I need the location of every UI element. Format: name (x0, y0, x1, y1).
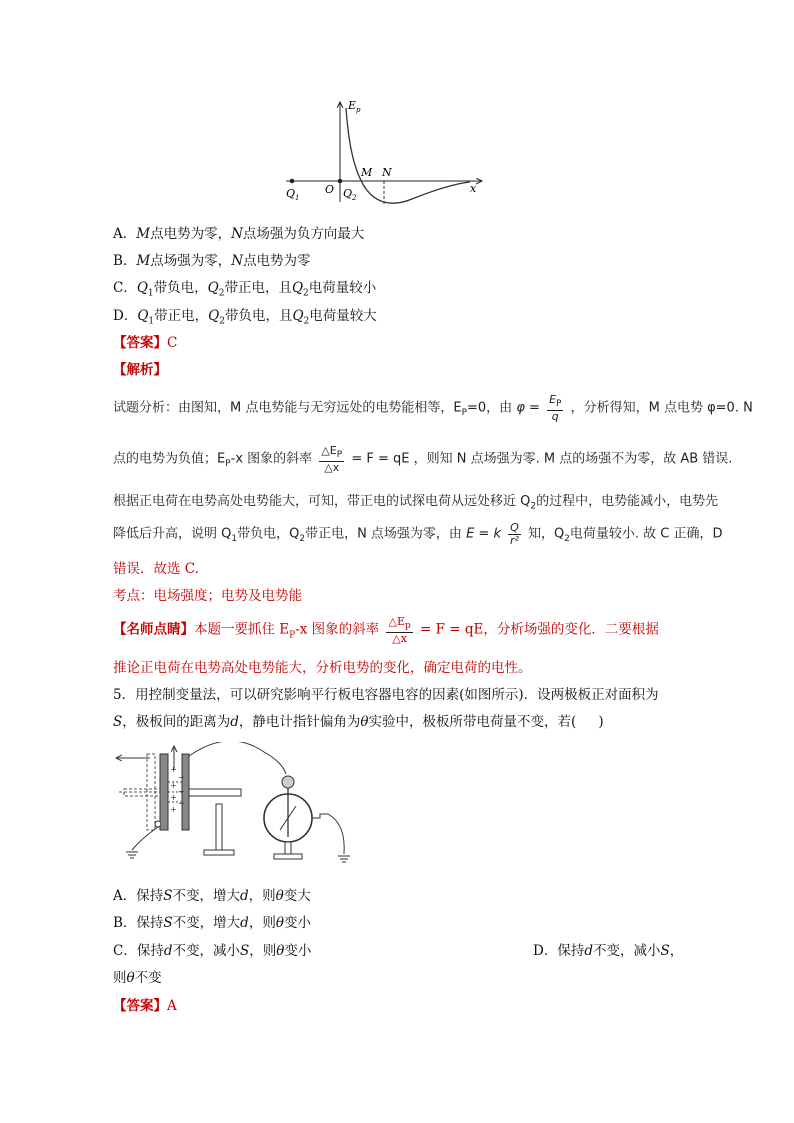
q4-option-a: A．M点电势为零，N点场强为负方向最大 (113, 226, 365, 242)
q5-option-d: D．保持d不变，减小S， (533, 943, 684, 959)
q4-option-b: B．M点场强为零，N点电势为零 (113, 253, 311, 269)
top-wire (189, 742, 286, 774)
q5-stem-line-2: S，极板间的距离为d，静电计指针偏角为θ实验中，极板所带电荷量不变，若( ) (113, 714, 604, 730)
q1-dot (290, 179, 295, 184)
ep-label: E (348, 99, 357, 112)
coulomb-fraction: $\frac{Q}{\text{r²}}$ (509, 521, 519, 547)
slope-fraction: $\frac{\triangle E_P}{\triangle x}$ (321, 444, 343, 474)
ep-x-graph (282, 96, 492, 208)
stand-base (204, 850, 234, 855)
q2-label: Q (343, 187, 353, 200)
mingshi-line-2: 推论正电荷在电势高处电势能大，分析电势的变化，确定电荷的电性。 (113, 660, 532, 676)
svg-text:+: + (170, 765, 177, 774)
stand-post (216, 804, 222, 852)
analysis-line-1: 试题分析：由图知，M 点电势能与无穷远处的电势能相等，$E_P=0$，由 φ = $\frac{E_P}{q}$ ，分析得知，M 点电势 φ=0. N (113, 393, 753, 423)
svg-text:Q2 (343, 187, 357, 202)
q5-answer: 【答案】A (113, 998, 177, 1014)
m-label: M (361, 166, 373, 179)
q1-label-sub: 1 (295, 194, 300, 202)
x-label: x (470, 182, 477, 195)
right-ground-wire (328, 814, 344, 854)
q1-label: Q (286, 187, 296, 200)
q4-option-c: C．$Q_1$带负电，$Q_2$带正电，且$Q_2$电荷量较小 (113, 280, 377, 299)
q4-analysis-label: 【解析】 (113, 362, 167, 378)
svg-text:−: − (178, 773, 185, 782)
origin-label: O (325, 183, 335, 196)
svg-text:+: + (170, 805, 177, 814)
electrometer-base (274, 854, 302, 859)
svg-text:+: + (170, 793, 177, 802)
svg-text:−: − (178, 799, 185, 808)
q4-option-d: D．$Q_1$带正电，$Q_2$带负电，且$Q_2$电荷量较大 (113, 308, 377, 327)
svg-text:+: + (170, 781, 177, 790)
capacitor-diagram (114, 742, 354, 868)
svg-text:−: − (178, 787, 185, 796)
q5-option-d-continued: 则θ不变 (113, 970, 162, 986)
analysis-line-4: 降低后升高，说明 $Q_1$带负电，$Q_2$带正电，N 点场强为零，由 E = k $\frac{Q}{\text{r²}}$ 知，$Q_2$电荷量较小. 故 C 正确，D (113, 521, 723, 547)
q5-stem-line-1: 5．用控制变量法，可以研究影响平行板电容器电容的因素(如图所示)．设两极板正对面积为 (113, 687, 659, 703)
ep-over-q-fraction: $\frac{E_P}{q}$ (549, 393, 562, 423)
q5-option-b: B．保持S不变，增大d，则θ变小 (113, 915, 311, 931)
svg-text:Ep (347, 99, 361, 114)
q5-option-a: A．保持S不变，增大d，则θ变大 (113, 888, 311, 904)
electrometer-knob (282, 776, 294, 788)
ep-curve (346, 108, 470, 203)
mingshi-slope-fraction: $\frac{\triangle E_p}{\triangle x}$ (388, 615, 411, 645)
svg-text:Q1 (286, 187, 300, 202)
insulated-rod (189, 789, 241, 796)
analysis-line-3: 根据正电荷在电势高处电势能大，可知，带正电的试探电荷从远处移近 $Q_2$的过程中，电势能减小，电势先 (113, 494, 719, 512)
left-ground-wire (132, 827, 158, 850)
analysis-line-5: 错误．故选 C. (113, 561, 199, 577)
q5-option-c: C．保持d不变，减小S，则θ变小 (113, 943, 312, 959)
q2-dot (338, 179, 343, 184)
analysis-line-2: 点的电势为负值；$E_P-x$ 图象的斜率 $\frac{\triangle E_P}{\triangle x}$ = F = qE ，则知 N 点场强为零. M 点的场强不为零，故 AB 错误. (113, 444, 733, 474)
left-plate (160, 754, 168, 830)
q4-answer: 【答案】C (113, 335, 178, 351)
q2-label-sub: 2 (352, 194, 357, 202)
kaodian: 考点：电场强度；电势及电势能 (113, 588, 302, 604)
ep-label-sub: p (356, 106, 361, 114)
n-label: N (382, 166, 392, 179)
mingshi-line-1: 【名师点睛】本题一要抓住 $E_P-x$ 图象的斜率 $\frac{\triangle E_p}{\triangle x}$ = F = qE，分析场强的变化．二要根据 (113, 615, 659, 645)
